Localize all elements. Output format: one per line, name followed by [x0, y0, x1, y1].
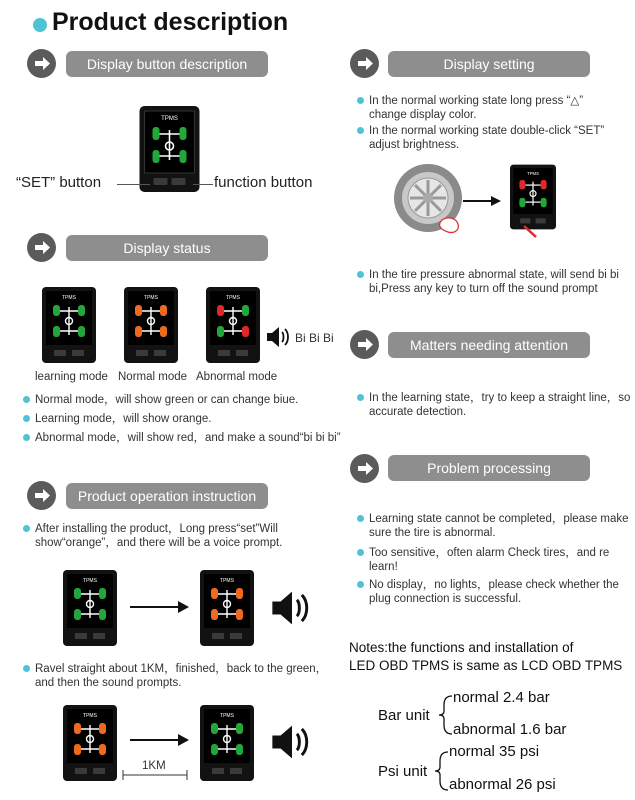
svg-text:TPMS: TPMS: [220, 578, 234, 584]
distance-label: 1KM: [142, 760, 166, 772]
mode-label-normal: Normal mode: [118, 371, 188, 383]
status-bullet: Abnormal mode，will show red，and make a sound“bi bi bi”: [23, 431, 355, 445]
mode-label-abnormal: Abnormal mode: [196, 371, 278, 383]
setting-bullet: In the normal working state long press “△” change display color.: [357, 94, 619, 122]
svg-text:TPMS: TPMS: [62, 295, 76, 301]
notes-line-2: LED OBD TPMS is same as LCD OBD TPMS: [349, 658, 623, 673]
bar-abnormal-value: abnormal 1.6 bar: [453, 721, 567, 738]
device-green-after: [200, 705, 254, 781]
display-setting-header: Display setting: [388, 51, 590, 77]
device-green-before: [63, 570, 117, 646]
bar-unit-label: Bar unit: [378, 707, 430, 724]
device-orange-before: [63, 705, 117, 781]
tire-illustration: [392, 162, 468, 238]
notes-line-1: Notes:the functions and installation of: [349, 640, 574, 655]
function-button[interactable]: [172, 178, 186, 185]
section-arrow-icon: [27, 481, 56, 510]
attention-header: Matters needing attention: [388, 332, 590, 358]
section-arrow-icon: [350, 454, 379, 483]
sound-text: Bi Bi Bi: [295, 331, 334, 345]
section-arrow-icon: [27, 49, 56, 78]
device-learning-mode: [42, 287, 96, 363]
svg-text:TPMS: TPMS: [83, 713, 97, 719]
device-orange-after: [200, 570, 254, 646]
press-indicator-icon: [522, 224, 540, 240]
tpms-device-large: [137, 106, 202, 192]
attention-bullet: In the learning state，try to keep a straight line，so accurate detection.: [357, 391, 634, 419]
display-button-header: Display button description: [66, 51, 268, 77]
speaker-icon: [270, 590, 314, 626]
speaker-icon: [266, 326, 292, 348]
arrow-right-icon: [130, 600, 190, 614]
leader-line-left: [117, 184, 150, 185]
title-bullet-dot: [33, 18, 47, 32]
problem-header: Problem processing: [388, 455, 590, 481]
operation-bullet: After installing the product，Long press“set”Will show“orange”，and there will be a voice prompt.: [23, 522, 345, 550]
arrow-right-icon: [463, 196, 503, 206]
operation-header: Product operation instruction: [66, 483, 268, 509]
setting-bullet: In the normal working state double-click “SET” adjust brightness.: [357, 124, 619, 152]
psi-normal-value: normal 35 psi: [449, 743, 540, 760]
problem-bullet: Learning state cannot be completed，please make sure the tire is abnormal.: [357, 512, 634, 540]
bar-unit-brace: [436, 694, 454, 736]
device-normal-mode: [124, 287, 178, 363]
psi-unit-brace: [432, 750, 450, 792]
mode-label-learning: learning mode: [35, 371, 108, 383]
section-arrow-icon: [350, 330, 379, 359]
section-arrow-icon: [27, 233, 56, 262]
set-button-label: “SET” button: [16, 174, 102, 191]
svg-text:TPMS: TPMS: [527, 170, 539, 176]
svg-text:TPMS: TPMS: [226, 295, 240, 301]
display-status-header: Display status: [66, 235, 268, 261]
svg-text:TPMS: TPMS: [220, 713, 234, 719]
device-abnormal-mode: [206, 287, 260, 363]
problem-bullet: Too sensitive，often alarm Check tires，and re learn!: [357, 546, 634, 574]
device-screen-label: TPMS: [161, 116, 178, 122]
setting-abnormal-bullet: In the tire pressure abnormal state, will send bi bi bi,Press any key to turn off the sound prompt: [357, 268, 635, 296]
arrow-right-icon: [130, 733, 190, 747]
device-alarm: [510, 164, 556, 230]
psi-abnormal-value: abnormal 26 psi: [449, 776, 556, 793]
problem-bullet: No display，no lights，please check whether the plug connection is successful.: [357, 578, 634, 606]
svg-text:TPMS: TPMS: [144, 295, 158, 301]
bar-normal-value: normal 2.4 bar: [453, 689, 550, 706]
svg-text:TPMS: TPMS: [83, 578, 97, 584]
function-button-label: function button: [214, 174, 313, 191]
psi-unit-label: Psi unit: [378, 763, 428, 780]
operation-bullet: Ravel straight about 1KM，finished，back to the green，and then the sound prompts.: [23, 662, 335, 690]
status-bullet: Learning mode，will show orange.: [23, 412, 355, 426]
set-button[interactable]: [154, 178, 168, 185]
status-bullet: Normal mode，will show green or can change biue.: [23, 393, 355, 407]
section-arrow-icon: [350, 49, 379, 78]
leader-line-right: [193, 184, 213, 185]
speaker-icon: [270, 724, 314, 760]
page-title: Product description: [52, 8, 289, 36]
